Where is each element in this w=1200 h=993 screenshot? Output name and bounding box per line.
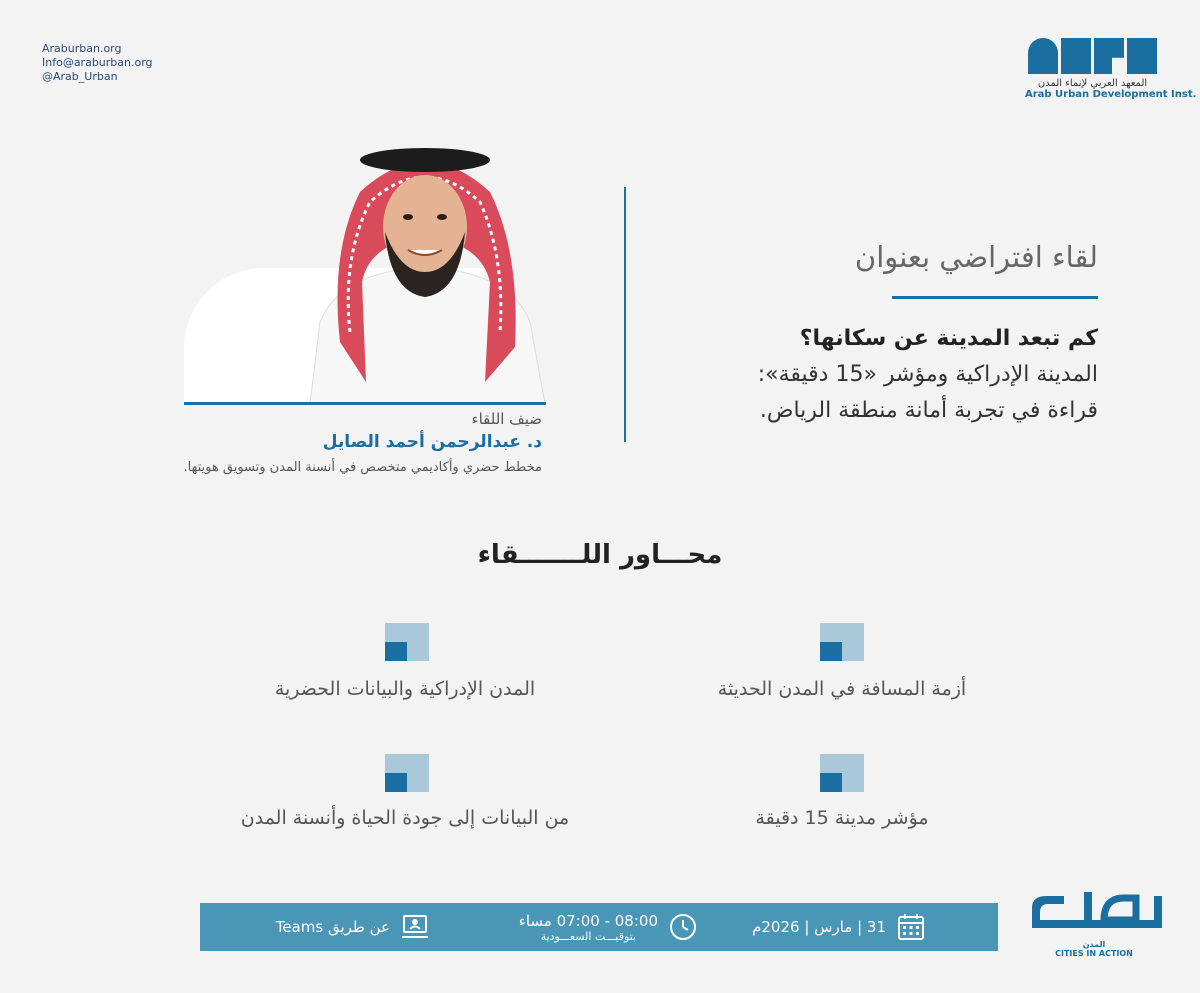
event-time-text: 08:00 - 07:00 مساء (518, 911, 658, 930)
event-time (519, 903, 698, 951)
email-link[interactable]: Info@araburban.org (42, 56, 153, 69)
event-date-text: 31 | مارس | 2026م (752, 918, 886, 936)
event-details-bar (200, 903, 998, 951)
vertical-divider (624, 187, 626, 442)
topic-item: مؤشر مدينة 15 دقيقة (755, 807, 929, 829)
session-subtitle-line1: المدينة الإدراكية ومؤشر «15 دقيقة»: (757, 362, 1098, 387)
axes-heading: محـــاور اللـــــــقاء (477, 540, 723, 570)
topic-square-icon (385, 754, 429, 792)
intro-heading: لقاء افتراضي بعنوان (854, 240, 1098, 274)
session-question: كم تبعد المدينة عن سكانها؟ (799, 326, 1098, 351)
institute-logo (1025, 38, 1197, 100)
guest-info (184, 410, 542, 475)
social-handle[interactable]: @Arab_Urban (42, 70, 118, 83)
session-subtitle-line2: قراءة في تجربة أمانة منطقة الرياض. (759, 398, 1098, 423)
institute-arabic-name: المعهد العربي لإنماء المدن (1037, 78, 1148, 89)
event-platform-text: عن طريق Teams (275, 918, 390, 936)
event-date (752, 903, 926, 951)
topic-item: أزمة المسافة في المدن الحديثة (717, 678, 967, 700)
topic-item: المدن الإدراكية والبيانات الحضرية (274, 678, 536, 700)
cities-in-action-arabic: المدن (1082, 940, 1106, 949)
online-meeting-icon (400, 912, 430, 942)
guest-photo (300, 132, 550, 404)
guest-name: د. عبدالرحمن أحمد الصايل (322, 432, 542, 452)
contact-info (42, 42, 153, 84)
topic-square-icon (820, 754, 864, 792)
guest-label: ضيف اللقاء (471, 410, 542, 428)
guest-description: مخطط حضري وأكاديمي متخصص في أنسنة المدن وتسويق هويتها. (183, 460, 542, 475)
cities-in-action-logo (1024, 888, 1164, 958)
photo-underline (184, 402, 546, 405)
calendar-icon (896, 912, 926, 942)
event-time-block (519, 912, 658, 943)
cities-in-action-mark-icon (1024, 888, 1164, 936)
institute-logo-mark-icon (1025, 38, 1160, 74)
institute-english-name: Arab Urban Development Inst. (1025, 89, 1197, 100)
intro-underline (892, 296, 1098, 299)
clock-icon (668, 912, 698, 942)
topic-item: من البيانات إلى جودة الحياة وأنسنة المدن (240, 807, 570, 829)
topic-square-icon (820, 623, 864, 661)
cities-in-action-english: CITIES IN ACTION (1055, 949, 1133, 958)
event-timezone-text: بتوقيـــت السعـــودية (540, 929, 637, 943)
website-link[interactable]: Araburban.org (42, 42, 122, 55)
topic-square-icon (385, 623, 429, 661)
event-platform (276, 903, 430, 951)
